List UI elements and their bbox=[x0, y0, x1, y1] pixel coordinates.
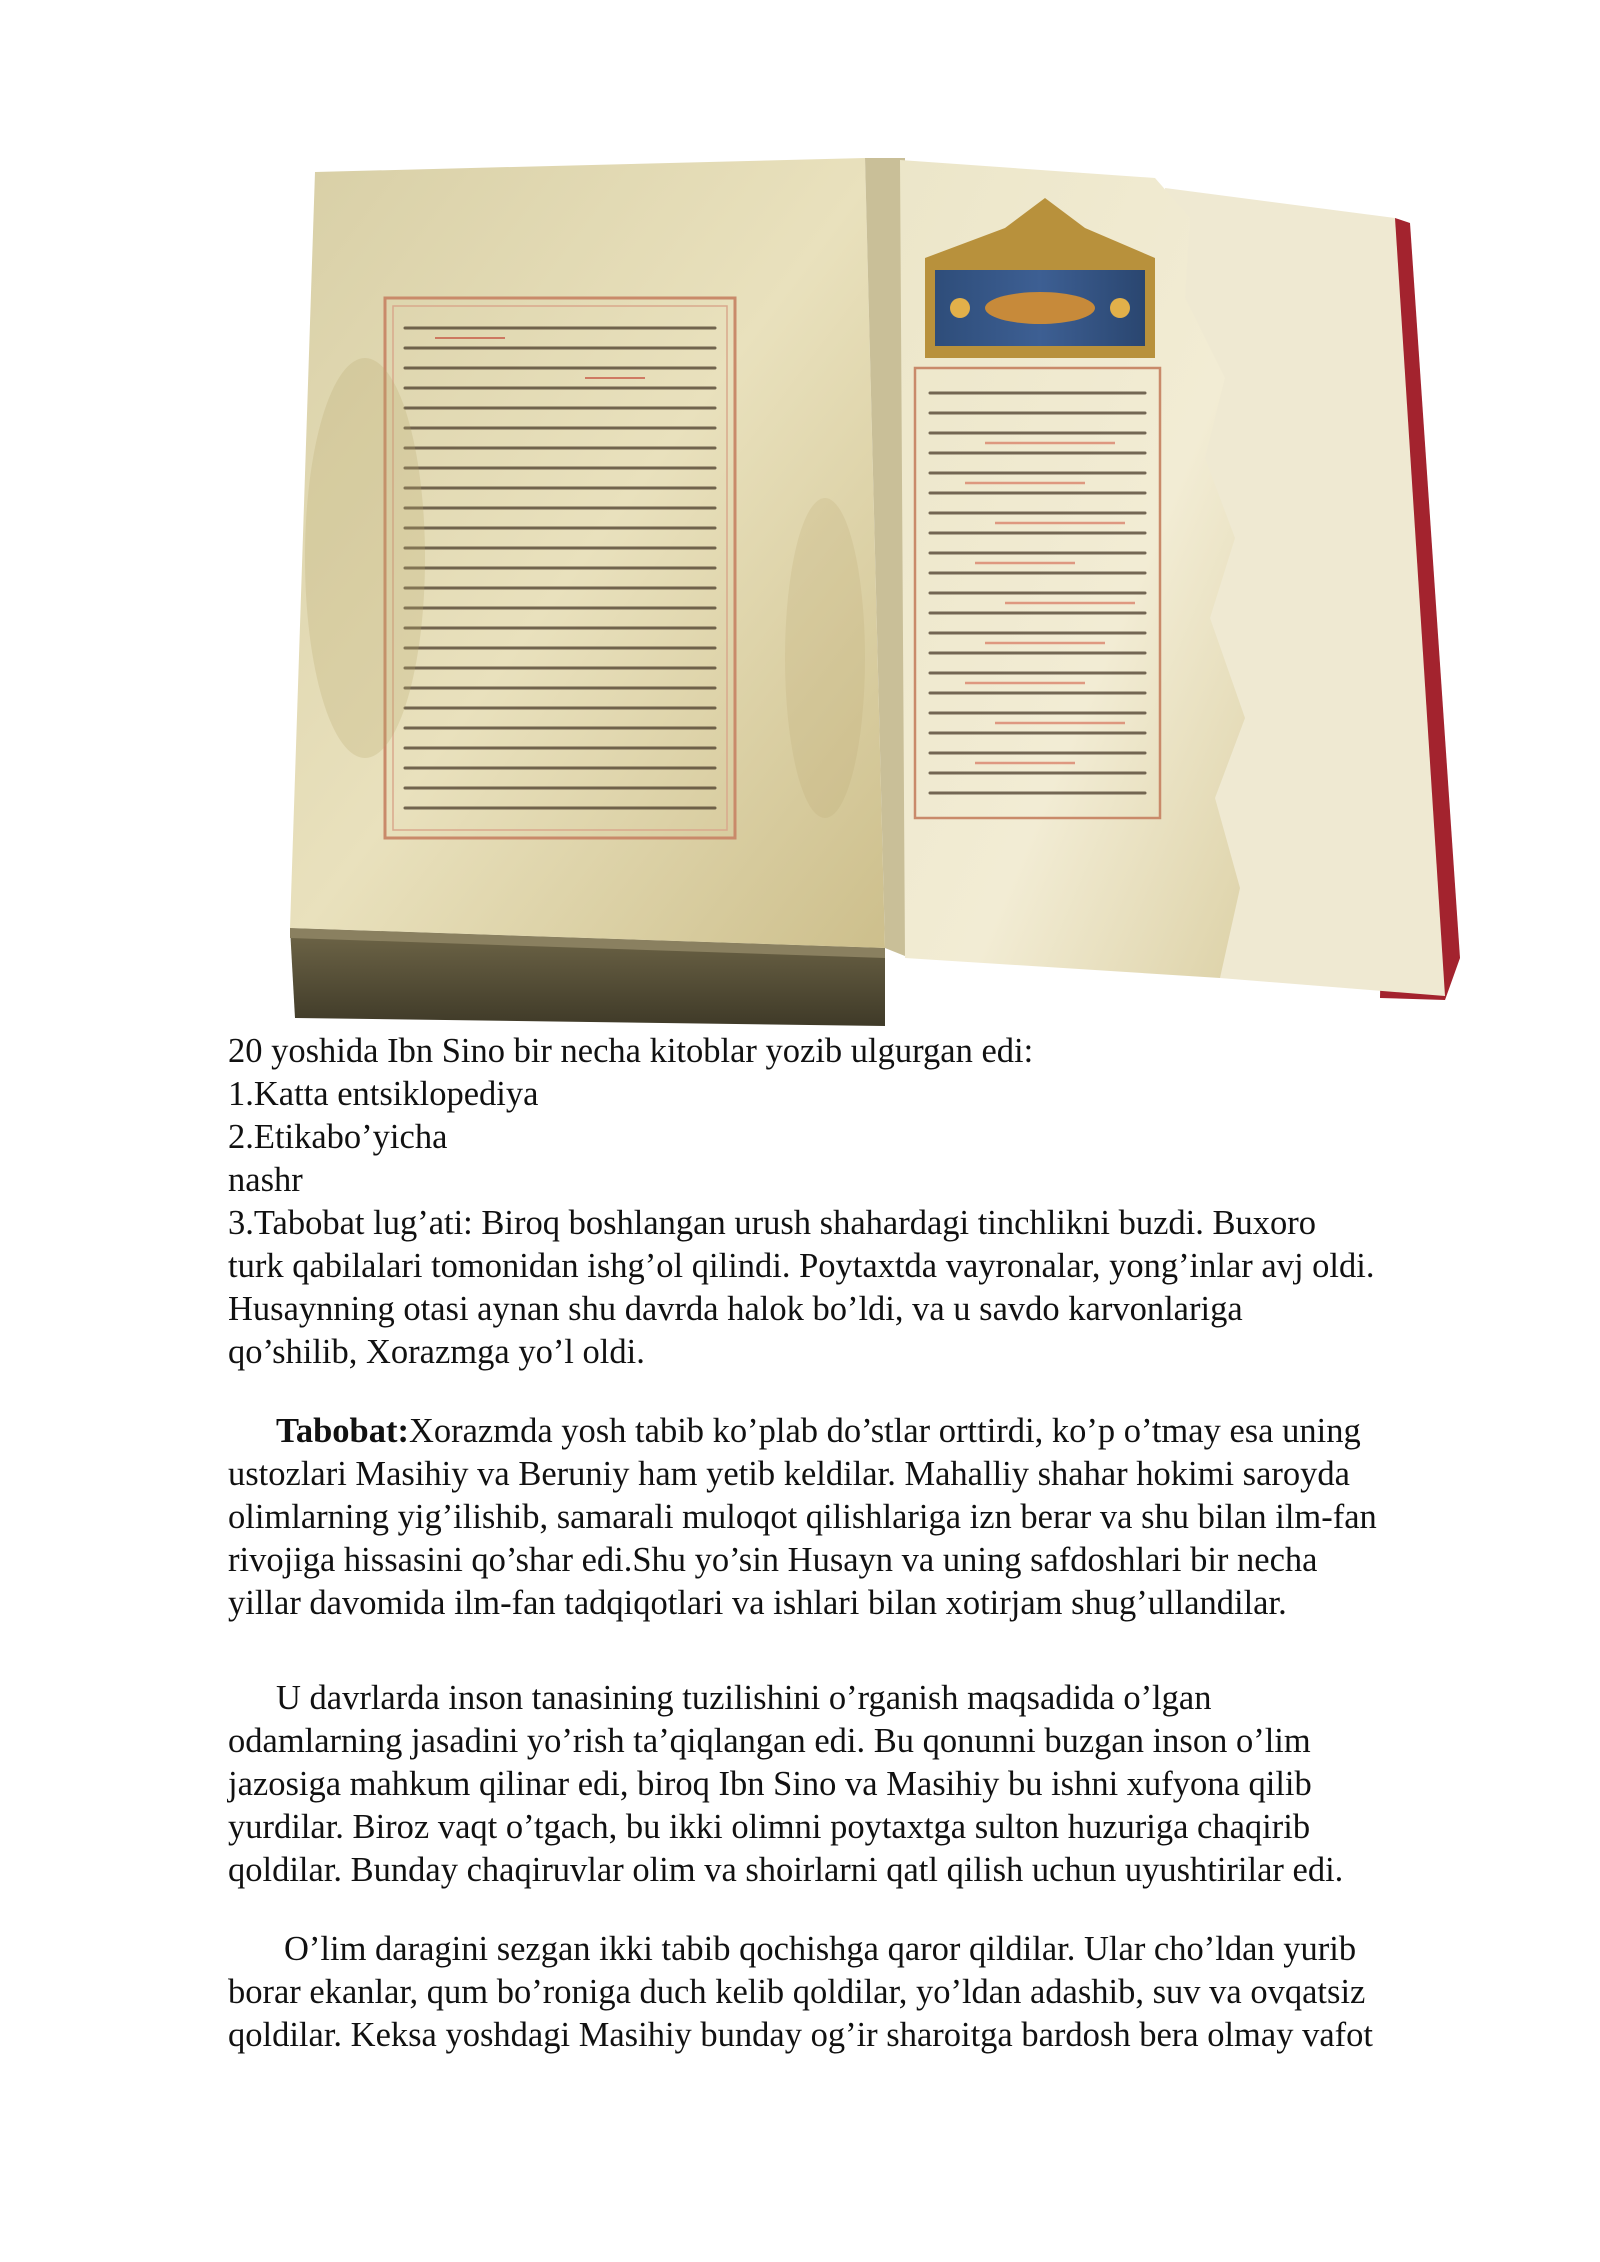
open-manuscript-book-icon bbox=[285, 158, 1480, 1038]
paragraph-tabobat bbox=[228, 1410, 1478, 1625]
list-item-2-continuation: nashr bbox=[228, 1161, 303, 1199]
paragraph-line: O’lim daragini sezgan ikki tabib qochishga qaror qildilar. Ular cho’ldan yurib bbox=[284, 1930, 1357, 1968]
list-item-3-line: turk qabilalari tomonidan ishg’ol qilindi. Poytaxtda vayronalar, yong’inlar avj oldi. bbox=[228, 1247, 1375, 1285]
list-item-2: 2.Etikabo’yicha bbox=[228, 1118, 448, 1156]
manuscript-book-image bbox=[285, 158, 1480, 1038]
paragraph-line: borar ekanlar, qum bo’roniga duch kelib qoldilar, yo’ldan adashib, suv va ovqatsiz bbox=[228, 1973, 1366, 2011]
paragraph-line: U davrlarda inson tanasining tuzilishini o’rganish maqsadida o’lgan bbox=[276, 1679, 1212, 1717]
paragraph-anatomy bbox=[228, 1677, 1478, 1892]
list-item-3-line: qo’shilib, Xorazmga yo’l oldi. bbox=[228, 1333, 645, 1371]
paragraph-line: yurdilar. Biroz vaqt o’tgach, bu ikki olimni poytaxtga sulton huzuriga chaqirib bbox=[228, 1808, 1311, 1846]
paragraph-line: ustozlari Masihiy va Beruniy ham yetib keldilar. Mahalliy shahar hokimi saroyda bbox=[228, 1455, 1350, 1493]
paragraph-line: olimlarning yig’ilishib, samarali muloqot qilishlariga izn berar va shu bilan ilm-fan bbox=[228, 1498, 1377, 1536]
bold-lead: Tabobat: bbox=[276, 1412, 409, 1450]
paragraph-line: yillar davomida ilm-fan tadqiqotlari va ishlari bilan xotirjam shug’ullandilar. bbox=[228, 1584, 1287, 1622]
body-text bbox=[228, 1030, 1478, 2057]
paragraph-line: qoldilar. Bunday chaqiruvlar olim va shoirlarni qatl qilish uchun uyushtirilar edi. bbox=[228, 1851, 1344, 1889]
first-line-text: Xorazmda yosh tabib ko’plab do’stlar orttirdi, ko’p o’tmay esa uning bbox=[408, 1412, 1361, 1450]
paragraph-line: qoldilar. Keksa yoshdagi Masihiy bunday og’ir sharoitga bardosh bera olmay vafot bbox=[228, 2016, 1373, 2054]
list-item-3-line: 3.Tabobat lug’ati: Biroq boshlangan urush shahardagi tinchlikni buzdi. Buxoro bbox=[228, 1204, 1316, 1242]
paragraph-escape bbox=[228, 1928, 1478, 2057]
intro-block bbox=[228, 1030, 1478, 1374]
paragraph-first-line bbox=[228, 1410, 1478, 1453]
paragraph-line: odamlarning jasadini yo’rish ta’qiqlangan edi. Bu qonunni buzgan inson o’lim bbox=[228, 1722, 1311, 1760]
intro-line: 20 yoshida Ibn Sino bir necha kitoblar yozib ulgurgan edi: bbox=[228, 1032, 1034, 1070]
list-item-1: 1.Katta entsiklopediya bbox=[228, 1075, 539, 1113]
paragraph-line: rivojiga hissasini qo’shar edi.Shu yo’sin Husayn va uning safdoshlari bir necha bbox=[228, 1541, 1318, 1579]
paragraph-line: jazosiga mahkum qilinar edi, biroq Ibn Sino va Masihiy bu ishni xufyona qilib bbox=[228, 1765, 1312, 1803]
list-item-3-line: Husaynning otasi aynan shu davrda halok bo’ldi, va u savdo karvonlariga bbox=[228, 1290, 1243, 1328]
